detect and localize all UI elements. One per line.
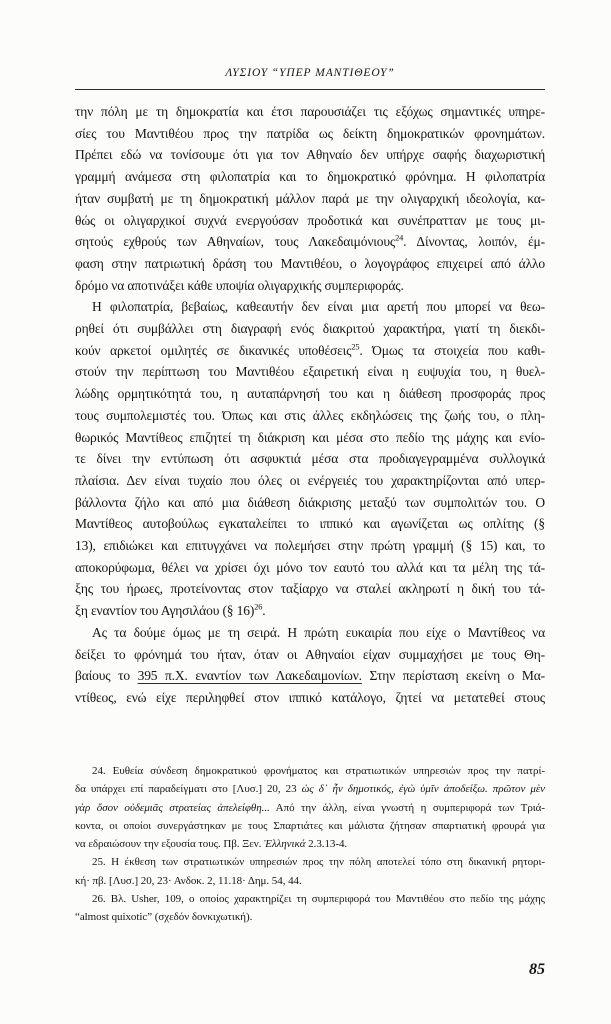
paragraph-3 [75,622,545,709]
line-text: να εδραιώσουν την εξουσία τους. Πβ. Ξεν. [75,838,265,851]
text-line: 13), επιδιώκει και επιτυγχάνει να πολεμήσει στην πρώτη γραμμή (§ 15) και, το [75,538,545,554]
text-line: αποκορύφωμα, θέλει να χρίσει όχι μόνο τον εαυτό του αλλά και τα μέλη της τά- [75,559,545,575]
footnote-line [75,835,545,853]
text-line: Μαντίθεος αυτοβούλως εγκαταλείπει το ιππικό και αγωνίζεται ως οπλίτης (§ [75,516,545,532]
text-line: τε δίνει την εντύπωση ότι ασφυκτιά μέσα στα προδιαγεγραμμένα συλλογικά [75,451,545,467]
text-line: Πρέπει εδώ να τονίσουμε ότι για τον Αθηναίο δεν υπήρχε σαφής διαχωριστική [75,147,545,163]
text-line [75,600,545,622]
running-header: ΛΥΣΙΟΥ “ΥΠΕΡ ΜΑΝΤΙΘΕΟΥ” [225,67,395,79]
text-line: ήταν συμβατή με τη δημοκρατική μάλλον παρά με την ολιγαρχική ιδεολογία, κα- [75,190,545,206]
text-line: γραμμή ανάμεσα στη φιλοπατρία και το δημοκρατικό φρόνημα. Η φιλοπατρία [75,169,545,185]
footnote-26 [75,890,545,927]
text-line: στούν την περίπτωση του Μαντιθέου εξαιρετική είναι η ευψυχία του, η θυελ- [75,364,545,380]
footnote-line: 24. Ευθεία σύνδεση δημοκρατικού φρονήματος και στρατιωτικών υπηρεσιών προς την πατρί- [92,765,545,777]
line-text: βαίους το [75,668,138,684]
paragraph-1 [75,101,545,296]
text-line: λώδης ορμητικότητά του, η αυταπάρνησή του και η διάθεση προσφοράς προς [75,386,545,402]
line-text: Από την άλλη, είναι γνωστή η συμπεριφορά των Τριά- [269,801,545,814]
text-line: δρόμο να αποτινάξει κάθε υποψία ολιγαρχικής συμπεριφοράς. [75,277,404,293]
footnote-marker: 25 [351,342,360,352]
pencil-underline: 395 π.Χ. εναντίον των Λακεδαιμονίων. [137,668,362,684]
line-text: 2.3.13-4. [305,838,348,851]
text-line: σίες του Μαντιθέου προς την πατρίδα ως δείκτη δημοκρατικών φρονημάτων. [75,125,545,141]
greek-quotation: ὡς δ᾽ ἦν δημοτικός, ἐγὼ ὑμῖν ἀποδείξω. πρῶτον μὲν [301,783,545,796]
footnotes [75,762,545,927]
footnote-25 [75,853,545,890]
work-title: Ἑλληνικά [264,838,306,851]
text-line: ντίθεος, ενώ είχε περιληφθεί στον ιππικό κατάλογο, ζητεί να μετατεθεί στους [75,689,545,705]
text-line: Η φιλοπατρία, βεβαίως, καθεαυτήν δεν είναι μια αρετή που μπορεί να θεω- [92,299,545,315]
footnote-line: 26. Βλ. Usher, 109, ο οποίος χαρακτηρίζει τη συμπεριφορά του Μαντιθέου στο πεδίο της μάχης [92,893,545,906]
line-text: ξη εναντίον του Αγησιλάου (§ 16) [75,603,255,619]
footnote-marker: 24 [395,233,404,243]
page-number: 85 [529,961,545,978]
text-line: ξης του ήρωες, προτείνοντας στον ταξίαρχο να σταλεί ακληρωτί η δική του τά- [75,581,545,597]
footnote-line [75,780,545,798]
text-line: τους συμπολεμιστές του. Όπως και στις άλλες εκδηλώσεις της ζωής του, ο πλη- [75,407,545,423]
text-line: δείξει το φρόνημά του ήταν, όταν οι Αθηναίοι είχαν συμμαχήσει με τους Θη- [75,646,545,662]
text-line: Ας τα δούμε όμως με τη σειρά. Η πρώτη ευκαιρία που είχε ο Μαντίθεος να [92,624,545,640]
line-text: κούν αρκετοί ομιλητές σε δικανικές υποθέσεις [75,342,352,358]
line-text: . Δίνοντας, λοιπόν, έμ- [403,234,545,250]
footnote-24 [75,762,545,853]
text-line: θωρικός Μαντίθεος επιζητεί τη διάκριση και μέσα στο πεδίο της μάχης και ενίο- [75,429,545,445]
footnote-line: κή· πβ. [Λυσ.] 20, 23· Ανδοκ. 2, 11.18· Δημ. 54, 44. [75,874,302,887]
text-line: πλαίσια. Δεν είναι τυχαίο που όλες οι ενέργειές του χαρακτηρίζονται από υπερ- [75,472,545,488]
footnote-line [75,799,545,817]
footnote-line: κοντα, οι οποίοι συνεργάστηκαν με τους Σπαρτιάτες και μάλιστα ζήτησαν σπαρτιατική φρουρά για [75,819,545,832]
text-line [75,340,545,362]
line-text: δα υπάρχει επί παραδείγματι στο [Λυσ.] 20, 23 [75,783,302,796]
line-text: . [262,603,266,619]
footnote-marker: 26 [254,602,263,612]
text-line [75,231,545,253]
line-text: σητούς εχθρούς των Αθηναίων, τους Λακεδαιμόνιους [75,234,396,250]
text-line: βάλλοντα ζήλο και από μια διάθεση διάκρισης μεταξύ των συμπολιτών του. Ο [75,494,545,510]
footnote-line: “almost quixotic” (σχεδόν δονκιχωτική). [75,911,253,924]
text-line: φαση στην πατριωτική δράση του Μαντιθέου, ο λογογράφος επιχειρεί από άλλο [75,255,545,271]
greek-quotation: γὰρ ὅσον οὐδεμιᾶς στρατείας ἀπελείφθη... [75,801,270,814]
line-text: Στην περίσταση εκείνη ο Μα- [361,668,546,684]
header-rule [75,89,545,90]
text-line: την πόλη με τη δημοκρατία και έτσι παρουσιάζει τις εξόχως σημαντικές υπηρε- [75,104,545,119]
main-text [75,101,545,709]
text-line: ρηθεί ότι συμβάλλει στη διαγραφή ενός διακριτού χαρακτήρα, γιατί τη διεκδι- [75,321,545,337]
text-line: θώς οι ολιγαρχικοί συχνά ενεργούσαν προδοτικά και συνέπρατταν με τους μι- [75,212,545,228]
text-line [75,665,545,687]
footnote-line: 25. Η έκθεση των στρατιωτικών υπηρεσιών προς την πόλη αποτελεί τόπο στη δικανική ρητορι- [92,856,545,869]
paragraph-2 [75,296,545,622]
line-text: . Όμως τα στοιχεία που καθι- [359,342,545,358]
